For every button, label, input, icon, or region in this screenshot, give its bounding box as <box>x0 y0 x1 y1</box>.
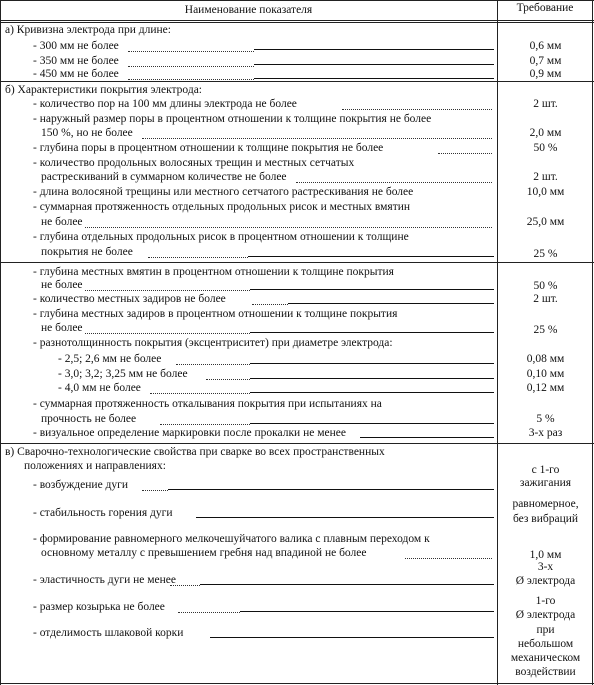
row-label: - 4,0 мм не более <box>58 382 141 394</box>
row-value: 1,0 мм <box>529 549 562 561</box>
row-value-cont: воздействии <box>515 666 576 678</box>
dot-leader <box>148 257 248 258</box>
row-value-cont: небольшом <box>517 638 574 650</box>
row-label: - 350 мм не более <box>33 55 119 67</box>
dot-leader <box>170 585 200 586</box>
section-b-title: б) Характеристики покрытия электрода: <box>5 84 202 96</box>
dot-leader <box>160 424 250 425</box>
dot-leader <box>85 333 250 334</box>
section-divider-c <box>0 443 594 444</box>
row-rule <box>250 378 494 379</box>
row-value: 2 шт. <box>533 293 558 305</box>
dot-leader <box>150 393 250 394</box>
row-label: - суммарная протяженность отдельных продольных рисок и местных вмятин <box>33 201 411 213</box>
header-requirement: Требование <box>516 2 574 14</box>
row-value-cont: Ø электрода <box>515 609 576 621</box>
row-label-cont: 150 %, но не более <box>41 127 133 139</box>
row-label: - наружный размер поры в процентном отношении к толщине покрытия не более <box>33 113 432 125</box>
row-label-cont: не более <box>41 216 83 228</box>
row-label: - формирование равномерного мелкочешуйчатого валика с плавным переходом к <box>33 533 430 545</box>
row-value: 2 шт. <box>533 171 558 183</box>
row-rule <box>288 303 494 304</box>
dot-leader <box>178 612 240 613</box>
dot-leader <box>142 138 492 139</box>
row-rule <box>200 584 494 585</box>
table-border-left <box>0 0 1 685</box>
dot-leader <box>85 227 492 228</box>
table-border-bottom <box>0 683 594 684</box>
row-value: 1-го <box>535 595 556 607</box>
row-value-cont: Ø электрода <box>515 575 576 587</box>
row-label-cont: не более <box>41 322 83 334</box>
section-c-title: в) Сварочно-технологические свойства при сварке во всех пространственных <box>5 446 385 458</box>
row-label: - визуальное определение маркировки после прокалки не менее <box>33 427 346 439</box>
row-label: - стабильность горения дуги <box>33 507 173 519</box>
row-label: - количество пор на 100 мм длины электрода не более <box>33 98 297 110</box>
row-value: 0,08 мм <box>526 353 565 365</box>
row-value-cont: механическом <box>510 652 581 664</box>
dot-leader <box>342 109 492 110</box>
row-value: 50 % <box>533 142 558 154</box>
row-value: 25 % <box>533 248 558 260</box>
dot-leader <box>176 364 250 365</box>
row-rule <box>250 423 494 424</box>
row-label-cont: не более <box>41 279 83 291</box>
row-value: 25,0 мм <box>526 216 565 228</box>
table-border-top <box>0 0 594 1</box>
row-rule <box>240 611 494 612</box>
row-value: с 1-го <box>531 464 560 476</box>
row-value: 3-х <box>537 561 554 573</box>
row-label: - количество продольных волосяных трещин и местных сетчатых <box>33 157 355 169</box>
dot-leader <box>128 79 254 80</box>
row-rule <box>196 517 494 518</box>
row-rule <box>250 332 494 333</box>
dot-leader <box>85 290 250 291</box>
dot-leader <box>142 490 168 491</box>
row-label-cont: основному металлу с превышением гребня над впадиной не более <box>41 547 367 559</box>
dot-leader <box>128 66 254 67</box>
row-label-cont: покрытия не более <box>41 246 133 258</box>
row-rule <box>250 289 494 290</box>
row-value: при <box>536 624 555 636</box>
row-label: - 450 мм не более <box>33 68 119 80</box>
row-rule <box>248 256 494 257</box>
row-rule <box>254 78 494 79</box>
row-label: - эластичность дуги не менее <box>33 574 177 586</box>
row-label-cont: прочность не более <box>41 413 137 425</box>
row-label: - 300 мм не более <box>33 40 119 52</box>
dot-leader <box>438 153 492 154</box>
dot-leader <box>252 304 288 305</box>
row-value: 0,9 мм <box>529 68 562 80</box>
row-rule <box>254 64 494 65</box>
row-value: 0,7 мм <box>529 55 562 67</box>
row-rule <box>168 489 494 490</box>
row-value-cont: зажигания <box>519 477 572 489</box>
row-label: - глубина местных задиров в процентном отношении к толщине покрытия <box>33 308 398 320</box>
row-label: - длина волосяной трещины или местного сетчатого растрескивания не более <box>33 186 414 198</box>
row-label: - размер козырька не более <box>33 601 165 613</box>
section-a-title: а) Кривизна электрода при длине: <box>5 24 171 36</box>
header-name: Наименование показателя <box>184 4 313 16</box>
row-label: - 3,0; 3,2; 3,25 мм не более <box>58 368 188 380</box>
row-rule <box>360 437 494 438</box>
section-divider-a <box>0 81 594 82</box>
header-divider <box>0 20 594 21</box>
row-value: 50 % <box>533 280 558 292</box>
row-rule <box>254 49 494 50</box>
row-label: - количество местных задиров не более <box>33 293 226 305</box>
row-label: - разнотолщинность покрытия (эксцентриситет) при диаметре электрода: <box>33 337 393 349</box>
row-value: 0,6 мм <box>529 40 562 52</box>
row-rule <box>210 637 494 638</box>
row-value: 0,12 мм <box>526 382 565 394</box>
row-value: равномерное, <box>512 498 579 510</box>
row-value: 2 шт. <box>533 98 558 110</box>
section-c-title-cont: положениях и направлениях: <box>24 460 166 472</box>
row-rule <box>250 363 494 364</box>
row-label: - глубина отдельных продольных рисок в процентном отношении к толщине <box>33 231 409 243</box>
row-value-cont: без вибраций <box>512 513 579 525</box>
row-rule <box>250 392 494 393</box>
row-label: - глубина местных вмятин в процентном отношении к толщине покрытия <box>33 266 394 278</box>
row-label-cont: растрескиваний в суммарном количестве не более <box>41 171 287 183</box>
row-label: - отделимость шлаковой корки <box>33 627 184 639</box>
row-value: 25 % <box>533 324 558 336</box>
dot-leader <box>296 182 492 183</box>
row-value: 10,0 мм <box>526 186 565 198</box>
row-label: - 2,5; 2,6 мм не более <box>58 353 162 365</box>
dot-leader <box>206 379 250 380</box>
row-value: 0,10 мм <box>526 368 565 380</box>
row-label: - глубина поры в процентном отношении к толщине покрытия не более <box>33 142 384 154</box>
row-label: - суммарная протяженность откалывания покрытия при испытаниях на <box>33 398 382 410</box>
dot-leader <box>405 558 492 559</box>
section-divider-b <box>0 262 594 263</box>
row-value: 5 % <box>536 413 555 425</box>
dot-leader <box>128 51 254 52</box>
row-value: 3-х раз <box>528 427 563 439</box>
row-value: 2,0 мм <box>529 127 562 139</box>
row-label: - возбуждение дуги <box>33 479 129 491</box>
